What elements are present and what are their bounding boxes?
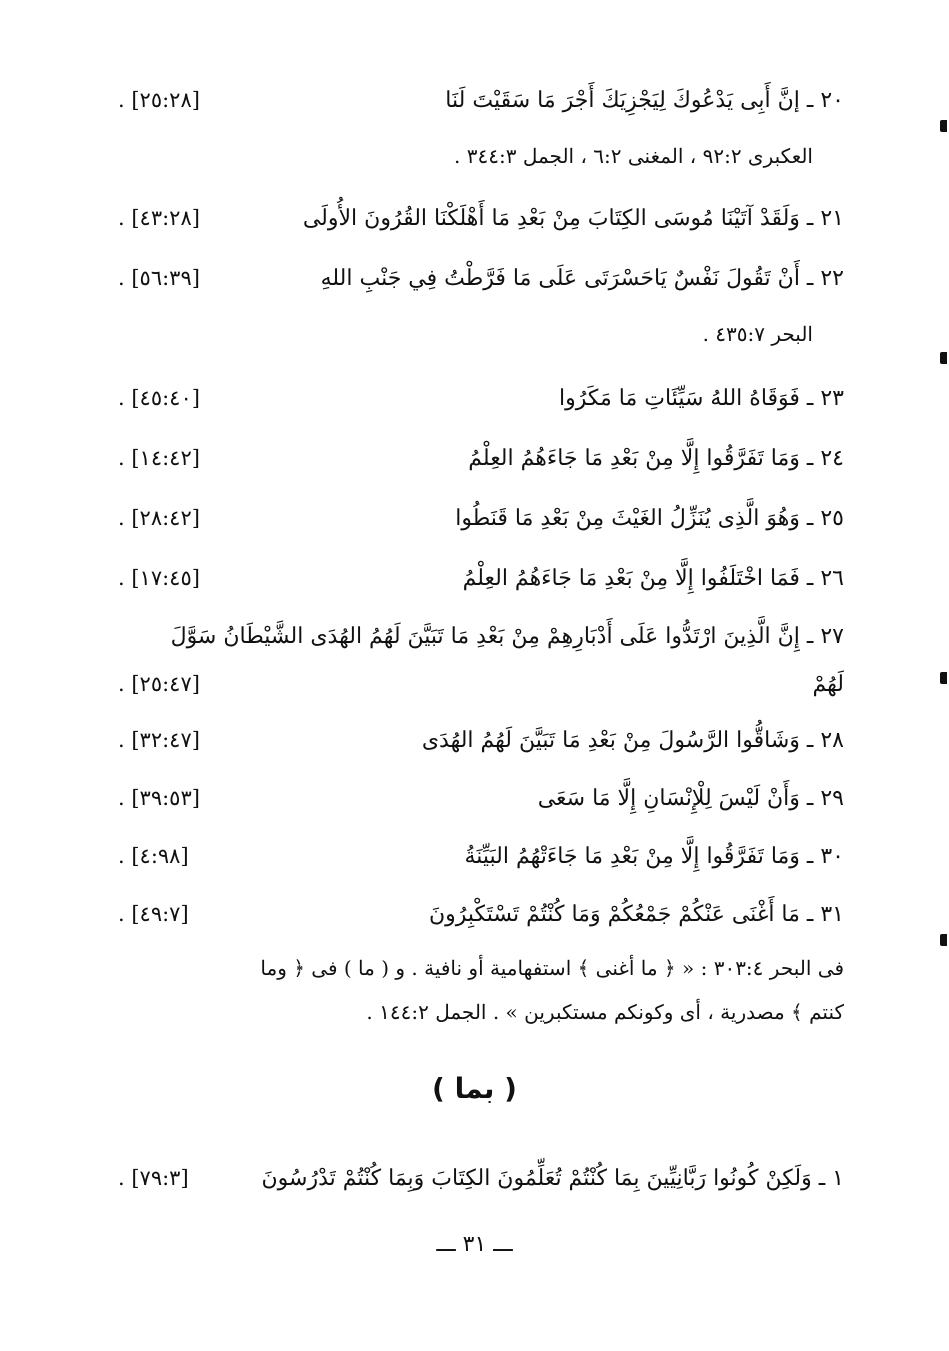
verse-reference: [٤٩:٧] . [118, 902, 189, 926]
verse-text: ٢٣ ـ فَوَقَاهُ اللهُ سَيِّئَاتِ مَا مَكَرُوا [559, 385, 844, 411]
verse-text: ٢١ ـ وَلَقَدْ آتَيْنَا مُوسَى الكِتَابَ مِنْ بَعْدِ مَا أَهْلَكْنَا القُرُونَ الأُولَى [302, 205, 844, 231]
verse-reference: [٧٩:٣] . [118, 1166, 189, 1190]
verse-reference: [٢٥:٤٧] . [118, 672, 200, 696]
commentary-paragraph [118, 946, 844, 1034]
verse-reference: [٤:٩٨] . [118, 844, 189, 868]
verse-entry-27-line1 [118, 612, 844, 660]
verse-text: ٢٤ ـ وَمَا تَفَرَّقُوا إِلَّا مِنْ بَعْدِ مَا جَاءَهُمُ العِلْمُ [468, 445, 844, 471]
verse-entry-23 [118, 374, 844, 422]
verse-text: ٢٦ ـ فَمَا اخْتَلَفُوا إِلَّا مِنْ بَعْدِ مَا جَاءَهُمُ العِلْمُ [462, 565, 844, 591]
verse-entry-27-line2 [118, 660, 844, 708]
verse-entry-31 [118, 890, 844, 938]
source-note-22: البحر ٤٣٥:٧ . [702, 322, 813, 346]
page-number: ـــ ٣١ ـــ [436, 1232, 513, 1257]
verse-text: ٢٩ ـ وَأَنْ لَيْسَ لِلْإِنْسَانِ إِلَّا مَا سَعَى [537, 785, 844, 811]
scan-edge-mark [940, 934, 947, 946]
verse-reference: [٢٥:٢٨] . [118, 88, 200, 112]
commentary-line-1: فى البحر ٣٠٣:٤ : « ﴿ ما أغنى ﴾ استفهامية أو نافية . و ( ما ) فى ﴿ وما [260, 956, 844, 980]
verse-entry-28 [118, 716, 844, 764]
scan-edge-mark [940, 120, 947, 132]
verse-text: ٢٨ ـ وَشَاقُّوا الرَّسُولَ مِنْ بَعْدِ مَا تَبَيَّنَ لَهُمُ الهُدَى [421, 727, 844, 753]
verse-text-continued: لَهُمْ [812, 671, 844, 697]
verse-reference: [٤٥:٤٠] . [118, 386, 200, 410]
verse-text: ٢٥ ـ وَهُوَ الَّذِى يُنَزِّلُ الغَيْثَ مِنْ بَعْدِ مَا قَنَطُوا [455, 505, 844, 531]
verse-entry-20 [118, 76, 844, 124]
verse-reference: [٣٩:٥٣] . [118, 786, 200, 810]
verse-text: ٢٠ ـ إنَّ أَبِى يَدْعُوكَ لِيَجْزِيَكَ أَجْرَ مَا سَقَيْتَ لَنَا [445, 87, 844, 113]
scan-edge-mark [940, 352, 947, 364]
verse-entry-21 [118, 194, 844, 242]
verse-entry-22 [118, 254, 844, 302]
verse-text: ٢٢ ـ أَنْ تَقُولَ نَفْسٌ يَاحَسْرَتَى عَلَى مَا فَرَّطْتُ فِي جَنْبِ اللهِ [320, 265, 844, 291]
source-note-20: العكبرى ٩٢:٢ ، المغنى ٦:٢ ، الجمل ٣٤٤:٣ . [454, 144, 813, 168]
verse-entry-24 [118, 434, 844, 482]
verse-text: ٣١ ـ مَا أَغْنَى عَنْكُمْ جَمْعُكُمْ وَمَا كُنْتُمْ تَسْتَكْبِرُونَ [429, 901, 844, 927]
commentary-line-2: كنتم ﴾ مصدرية ، أى وكونكم مستكبرين » . الجمل ١٤٤:٢ . [366, 1000, 844, 1024]
verse-entry-25 [118, 494, 844, 542]
verse-reference: [٢٨:٤٢] . [118, 506, 200, 530]
scan-edge-mark [940, 672, 947, 684]
verse-entry-29 [118, 774, 844, 822]
verse-text: ٢٧ ـ إِنَّ الَّذِينَ ارْتَدُّوا عَلَى أَدْبَارِهِمْ مِنْ بَعْدِ مَا تَبَيَّنَ لَهُمُ الهُدَى الشَّيْطَانُ سَوَّلَ [170, 623, 844, 649]
verse-reference: [٤٣:٢٨] . [118, 206, 200, 230]
verse-entry-26 [118, 554, 844, 602]
verse-entry-30 [118, 832, 844, 880]
section-verse-1 [118, 1154, 844, 1202]
verse-text: ٣٠ ـ وَمَا تَفَرَّقُوا إِلَّا مِنْ بَعْدِ مَا جَاءَتْهُمُ البَيِّنَةُ [464, 843, 844, 869]
verse-reference: [١٤:٤٢] . [118, 446, 200, 470]
section-heading: ( بما ) [432, 1072, 517, 1105]
verse-reference: [٣٢:٤٧] . [118, 728, 200, 752]
verse-reference: [٥٦:٣٩] . [118, 266, 200, 290]
verse-reference: [١٧:٤٥] . [118, 566, 200, 590]
verse-text: ١ ـ وَلَكِنْ كُونُوا رَبَّانِيِّينَ بِمَا كُنْتُمْ تُعَلِّمُونَ الكِتَابَ وَبِمَا كُنْتُمْ تَدْرُسُونَ [261, 1165, 844, 1191]
